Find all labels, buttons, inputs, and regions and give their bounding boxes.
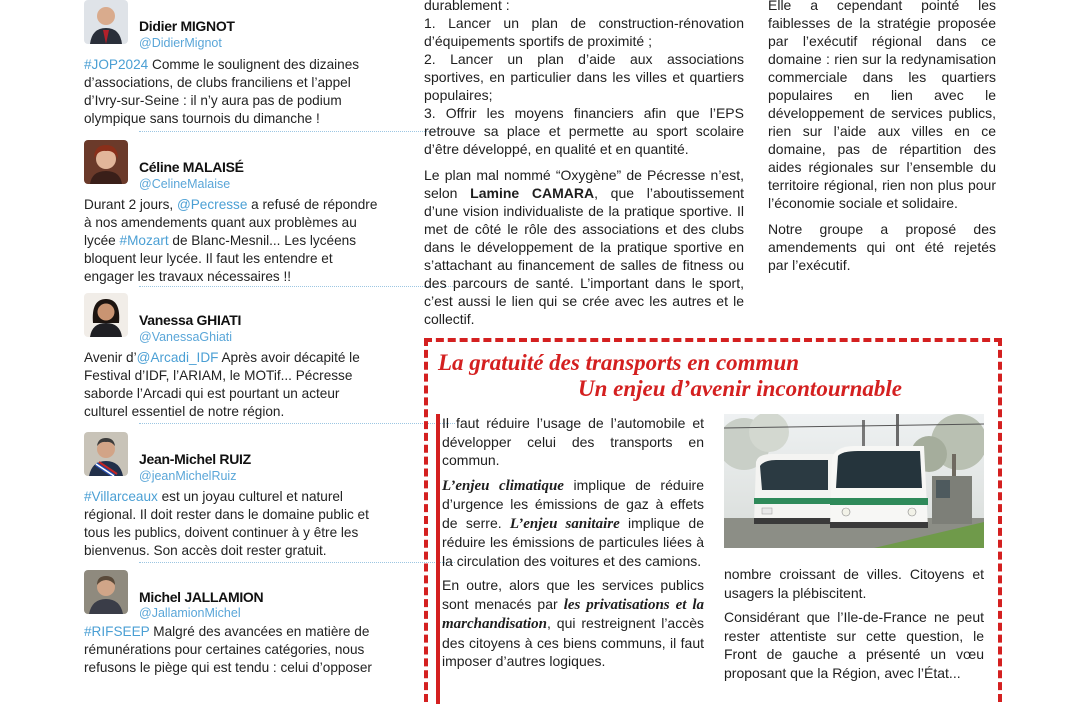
middle-article-column: [424, 0, 744, 336]
avatar: [84, 140, 128, 184]
tweet-body: Avenir d’: [84, 350, 137, 365]
tweet-author-name: Michel JALLAMION: [139, 589, 264, 605]
hashtag-link[interactable]: #Villarceaux: [84, 489, 158, 504]
tweet-body: Malgré des avancées en matière de rémunérations pour certaines catégories, nous refusons le piège qui est tendu : celui d’opposer: [84, 624, 372, 675]
person-name: Lamine CAMARA: [470, 185, 595, 201]
hashtag-link[interactable]: #RIFSEEP: [84, 624, 150, 639]
transport-feature-box: [424, 338, 1002, 702]
paragraph-text: En outre, alors que les services publics sont menacés par: [442, 577, 704, 612]
feature-paragraph: [442, 476, 704, 571]
paragraph-text: implique de réduire d’urgence les émissions de gaz à effets de serre.: [442, 476, 704, 531]
tram-photo: [724, 414, 984, 548]
feature-paragraph: Considérant que l’Ile-de-France ne peut rester attentiste sur cette question, le Front de gauche a présenté un vœu proposant que la Région, avec l’État...: [724, 609, 984, 681]
tweet-separator: [139, 423, 455, 424]
mention-link[interactable]: @Arcadi_IDF: [136, 350, 219, 365]
tweet-body: a refusé de répondre à nos amendements quant aux problèmes au lycée: [84, 197, 378, 248]
list-item: 2. Lancer un plan d’aide aux associations sportives, en particulier dans les villes et quartiers populaires;: [424, 51, 744, 103]
tweet-text: [84, 623, 384, 677]
tweet-text: [84, 56, 384, 128]
article-paragraph: Notre groupe a proposé des amendements qui ont été rejetés par l’exécutif.: [768, 221, 996, 273]
feature-text-column-2: [724, 565, 984, 688]
list-item: 1. Lancer un plan de construction-rénovation d’équipements sportifs de proximité ;: [424, 15, 744, 49]
avatar: [84, 0, 128, 44]
article-paragraph: Elle a cependant pointé les faiblesses de la stratégie proposée par l’exécutif régional dans ce domaine : rien sur la redynamisation commerciale dans les quartiers populaires en lien avec le développement de services publics, rien sur l’aide aux villes en ce domaine, pas de répartition des aides régionales sur l’ensemble du territoire régional, rien non plus pour l’économie sociale et solidaire.: [768, 0, 996, 211]
emphasis-text: les privatisations et la marchandisation: [442, 596, 704, 632]
avatar: [84, 432, 128, 476]
tweet-body: de Blanc-Mesnil... Les lycéens bloquent leur lycée. Il faut les entendre et engager les travaux nécessaires !!: [84, 233, 357, 284]
article-paragraph: [424, 166, 744, 328]
tweet-author-name: Céline MALAISÉ: [139, 159, 244, 175]
avatar: [84, 293, 128, 337]
tweet-body: est un joyau culturel et naturel régional. Il doit rester dans le domaine public et tous les publics, doivent continuer à y être les bienvenus. Son accès doit rester gratuit.: [84, 489, 369, 558]
feature-text-column: [442, 414, 704, 677]
tweet-separator: [139, 131, 455, 132]
hashtag-link[interactable]: #Mozart: [119, 233, 169, 248]
mention-link[interactable]: @Pecresse: [176, 197, 248, 212]
tweet-separator: [139, 286, 455, 287]
emphasis-text: L’enjeu climatique: [442, 477, 564, 494]
feature-paragraph: Il faut réduire l’usage de l’automobile et développer celui des transports en commun.: [442, 415, 704, 468]
tweet-body: Après avoir décapité le Festival d’IDF, l’ARIAM, le MOTif... Pécresse saborde l’Arcadi qui est pourtant un acteur culturel essentiel de notre région.: [84, 350, 360, 419]
paragraph-text: , qui restreignent l’accès des citoyens à ces biens communs, il faut imposer d’autres logiques.: [442, 615, 704, 669]
accent-bar: [436, 414, 440, 704]
right-article-column: [768, 0, 996, 282]
avatar: [84, 570, 128, 614]
emphasis-text: L’enjeu sanitaire: [509, 515, 620, 532]
feature-paragraph: nombre croissant de villes. Citoyens et usagers la plébiscitent.: [724, 566, 984, 601]
tweet-handle[interactable]: @JallamionMichel: [139, 606, 241, 620]
tweet-author-name: Vanessa GHIATI: [139, 312, 242, 328]
tweet-author-name: Jean-Michel RUIZ: [139, 451, 251, 467]
tweet-text: [84, 488, 384, 560]
list-item: 3. Offrir les moyens financiers afin que l’EPS retrouve sa place et permette au sport scolaire d’être développé, en qualité et en quantité.: [424, 105, 744, 157]
tweet-author-name: Didier MIGNOT: [139, 18, 235, 34]
tweet-body: Durant 2 jours,: [84, 197, 177, 212]
paragraph-text: implique de réduire les émissions de particules liées à la circulation des voitures et des camions.: [442, 514, 704, 569]
paragraph-text: Le plan mal nommé “Oxygène” de Pécresse n’est, selon: [424, 167, 744, 201]
tweet-text: [84, 196, 384, 286]
tweet-handle[interactable]: @DidierMignot: [139, 36, 222, 50]
tweet-handle[interactable]: @VanessaGhiati: [139, 330, 233, 344]
tweet-separator: [139, 562, 455, 563]
list-intro: durablement :: [424, 0, 510, 13]
feature-title-line: Un enjeu d’avenir incontournable: [578, 376, 902, 401]
feature-title: [438, 350, 988, 402]
tweet-handle[interactable]: @CelineMalaise: [139, 177, 231, 191]
hashtag-link[interactable]: #JOP2024: [84, 57, 149, 72]
feature-paragraph: [442, 576, 704, 671]
paragraph-text: , que l’aboutissement d’une vision individualiste de la pratique sportive. Il met de côté le rôle des associations et des clubs dans le développement de la pratique sportive en s’attachant au financement de salles de fitness ou des parcours de santé. L’important dans le sport, c’est aussi le lien qui se crée avec les autres et le collectif.: [424, 185, 744, 327]
proposal-list: [424, 14, 744, 158]
tweet-handle[interactable]: @jeanMichelRuiz: [139, 469, 237, 483]
tweet-body: Comme le soulignent des dizaines d’associations, de clubs franciliens et l’appel d’Ivry-sur-Seine : il n’y aura pas de podium olympique sans tournois du dimanche !: [84, 57, 360, 126]
tweet-text: [84, 349, 384, 421]
feature-title-line: La gratuité des transports en commun: [438, 350, 800, 375]
